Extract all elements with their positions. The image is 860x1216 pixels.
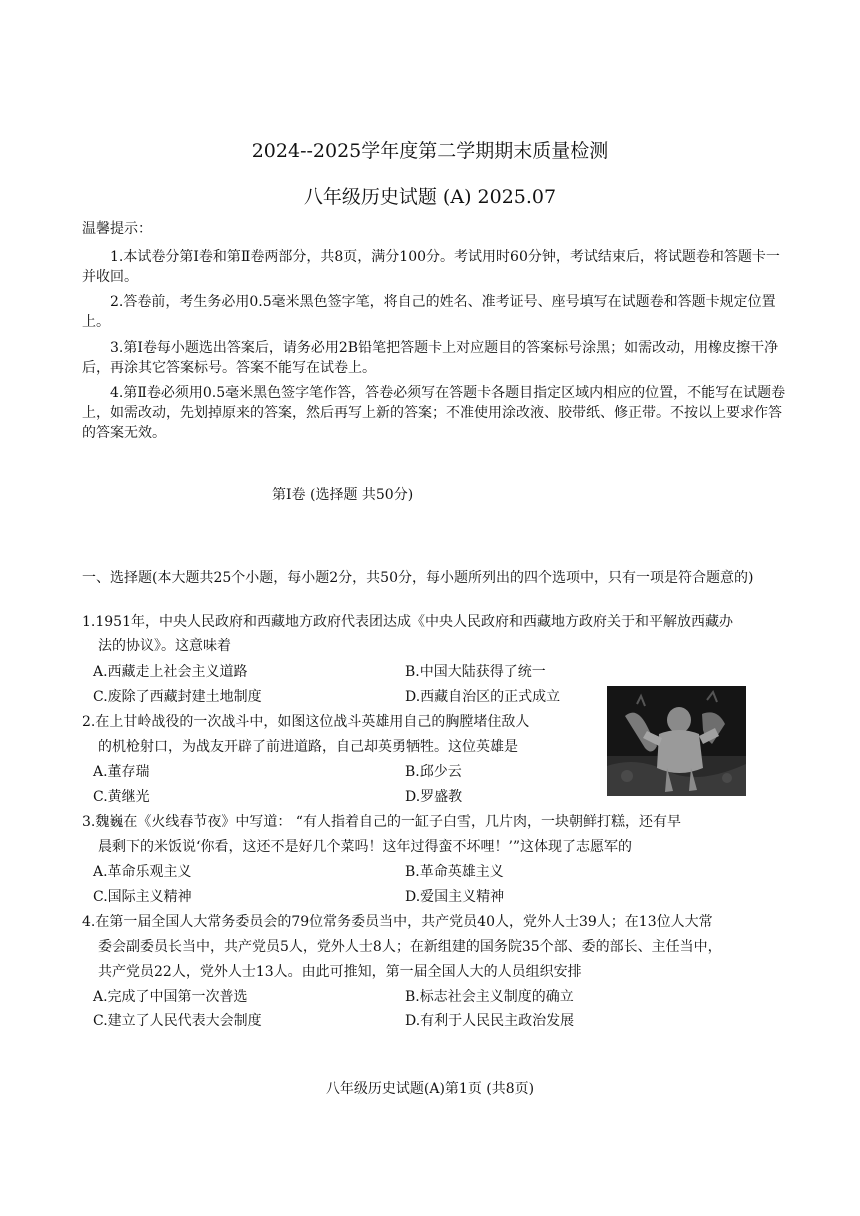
question-1-stem-line2: 法的协议》。这意味着 bbox=[98, 638, 231, 654]
question-2-option-c[interactable]: C.黄继光 bbox=[93, 789, 150, 805]
question-2-option-b[interactable]: B.邱少云 bbox=[405, 764, 462, 780]
question-1-option-b[interactable]: B.中国大陆获得了统一 bbox=[405, 664, 546, 680]
question-4-stem-line3: 共产党员22人，党外人士13人。由此可推知，第一届全国人大的人员组织安排 bbox=[98, 964, 582, 980]
question-4-stem-line2: 委会副委员长当中，共产党员5人，党外人士8人；在新组建的国务院35个部、委的部长、主任当中， bbox=[98, 939, 722, 955]
notice-item-1: 1.本试卷分第Ⅰ卷和第Ⅱ卷两部分，共8页，满分100分。考试用时60分钟，考试结束后，将试题卷和答题卡一并收回。 bbox=[82, 249, 780, 285]
question-1-option-d[interactable]: D.西藏自治区的正式成立 bbox=[405, 689, 561, 705]
question-3-option-a[interactable]: A.革命乐观主义 bbox=[93, 864, 192, 880]
question-3-stem-line2: 晨剩下的米饭说‘你看，这还不是好几个菜吗！这年过得蛮不坏哩！’”这体现了志愿军的 bbox=[98, 839, 633, 855]
question-1-stem-line1: 1.1951年，中央人民政府和西藏地方政府代表团达成《中央人民政府和西藏地方政府关于和平解放西藏办 bbox=[82, 614, 733, 630]
exam-title: 2024--2025学年度第二学期期末质量检测 bbox=[251, 140, 609, 162]
question-4-option-a[interactable]: A.完成了中国第一次普选 bbox=[93, 989, 248, 1005]
question-4-option-d[interactable]: D.有利于人民民主政治发展 bbox=[405, 1013, 575, 1029]
notice-item-3: 3.第Ⅰ卷每小题选出答案后，请务必用2B铅笔把答题卡上对应题目的答案标号涂黑；如需改动，用橡皮擦干净后，再涂其它答案标号。答案不能写在试卷上。 bbox=[82, 340, 779, 376]
question-3-stem-line1: 3.魏巍在《火线春节夜》中写道： “有人指着自己的一缸子白雪，几片肉，一块朝鲜打糕，还有早 bbox=[82, 814, 681, 830]
question-1-option-a[interactable]: A.西藏走上社会主义道路 bbox=[93, 664, 248, 680]
question-3-option-d[interactable]: D.爱国主义精神 bbox=[405, 889, 505, 905]
hero-photo bbox=[607, 686, 746, 796]
question-4-option-b[interactable]: B.标志社会主义制度的确立 bbox=[405, 989, 574, 1005]
question-4-option-c[interactable]: C.建立了人民代表大会制度 bbox=[93, 1013, 262, 1029]
exam-subtitle: 八年级历史试题 (A) 2025.07 bbox=[303, 186, 557, 208]
question-2-stem-line1: 2.在上甘岭战役的一次战斗中，如图这位战斗英雄用自己的胸膛堵住敌人 bbox=[82, 714, 530, 730]
question-4-stem-line1: 4.在第一届全国人大常务委员会的79位常务委员当中，共产党员40人，党外人士39人；在13位人大常 bbox=[82, 914, 713, 930]
question-2-stem-line2: 的机枪射口，为战友开辟了前进道路，自己却英勇牺牲。这位英雄是 bbox=[98, 739, 518, 755]
question-2-option-d[interactable]: D.罗盛教 bbox=[405, 789, 463, 805]
notice-item-4: 4.第Ⅱ卷必须用0.5毫米黑色签字笔作答，答卷必须写在答题卡各题目指定区域内相应的位置，不能写在试题卷上，如需改动，先划掉原来的答案，然后再写上新的答案；不准使用涂改液、胶带纸、修正带。不按以上要求作答的答案无效。 bbox=[82, 385, 786, 441]
section-title: 第Ⅰ卷 (选择题 共50分) bbox=[272, 487, 414, 503]
question-3-option-b[interactable]: B.革命英雄主义 bbox=[405, 864, 504, 880]
question-1-option-c[interactable]: C.废除了西藏封建土地制度 bbox=[93, 689, 262, 705]
page-footer: 八年级历史试题(A)第1页 (共8页) bbox=[325, 1081, 535, 1097]
question-3-option-c[interactable]: C.国际主义精神 bbox=[93, 889, 192, 905]
notice-label: 温馨提示： bbox=[82, 221, 152, 237]
part-heading: 一、选择题(本大题共25个小题，每小题2分，共50分，每小题所列出的四个选项中，只有一项是符合题意的) bbox=[82, 570, 754, 586]
notice-item-2: 2.答卷前，考生务必用0.5毫米黑色签字笔，将自己的姓名、准考证号、座号填写在试题卷和答题卡规定位置上。 bbox=[82, 294, 776, 330]
question-2-option-a[interactable]: A.董存瑞 bbox=[93, 764, 150, 780]
